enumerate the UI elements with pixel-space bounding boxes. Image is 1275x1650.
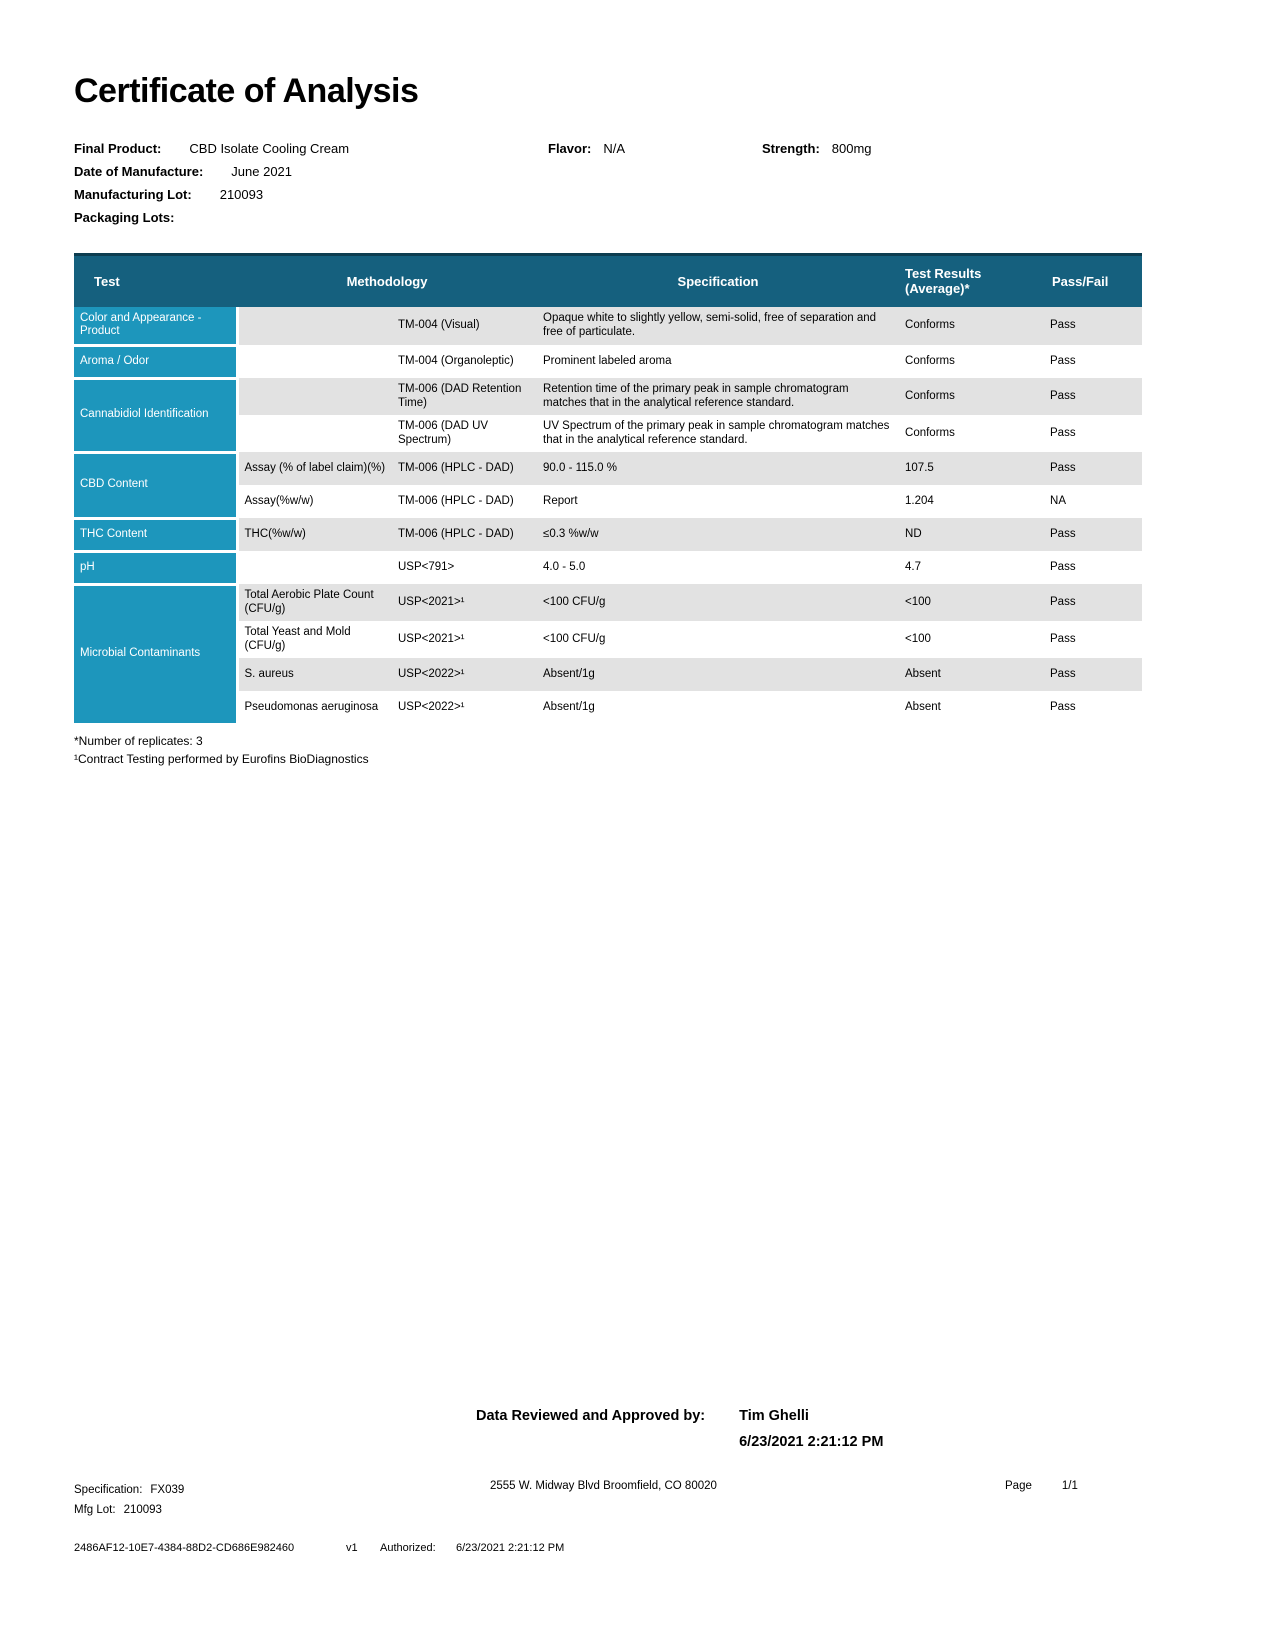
footer-page [1005, 1480, 1078, 1492]
manufacturing-lot-label: Manufacturing Lot: [74, 187, 192, 202]
result-cell: Absent [899, 691, 1044, 724]
passfail-cell: Pass [1044, 378, 1142, 415]
methodology-cell: USP<2021>¹ [392, 621, 537, 658]
table-row [74, 345, 1142, 378]
product-info-line-2 [74, 160, 1201, 183]
final-product-label: Final Product: [74, 141, 162, 156]
test-group-cell: pH [74, 551, 237, 584]
sub-test-cell [237, 345, 392, 378]
coa-content [0, 0, 1275, 768]
test-group-cell: THC Content [74, 518, 237, 551]
methodology-cell: USP<791> [392, 551, 537, 584]
authorized-datetime: 6/23/2021 2:21:12 PM [456, 1542, 565, 1554]
page-label: Page [1005, 1480, 1032, 1492]
passfail-cell: Pass [1044, 518, 1142, 551]
page-number: 1/1 [1061, 1480, 1078, 1492]
specification-cell: 4.0 - 5.0 [537, 551, 899, 584]
approval-label: Data Reviewed and Approved by: [476, 1408, 706, 1424]
approval-datetime: 6/23/2021 2:21:12 PM [739, 1434, 884, 1450]
passfail-cell: Pass [1044, 621, 1142, 658]
result-cell: Conforms [899, 345, 1044, 378]
footer-mfg-lot [74, 1500, 184, 1520]
table-row [74, 378, 1142, 415]
footer-specification [74, 1480, 184, 1500]
manufacturing-lot-value: 210093 [219, 187, 264, 202]
passfail-cell: Pass [1044, 551, 1142, 584]
specification-cell: ≤0.3 %w/w [537, 518, 899, 551]
table-row [74, 307, 1142, 346]
result-cell: Conforms [899, 307, 1044, 346]
specification-cell: Prominent labeled aroma [537, 345, 899, 378]
methodology-cell: USP<2022>¹ [392, 658, 537, 691]
methodology-cell: TM-006 (HPLC - DAD) [392, 452, 537, 485]
footnote-replicates: *Number of replicates: 3 [74, 733, 203, 748]
table-row [74, 452, 1142, 485]
sub-test-cell [237, 551, 392, 584]
specification-cell: Absent/1g [537, 691, 899, 724]
col-header-methodology: Methodology [237, 255, 537, 307]
sub-test-cell: Total Aerobic Plate Count (CFU/g) [237, 584, 392, 621]
product-info-line-1 [74, 137, 1201, 160]
specification-cell: Retention time of the primary peak in sample chromatogram matches that in the analytical reference standard. [537, 378, 899, 415]
result-cell: 107.5 [899, 452, 1044, 485]
footer-left [74, 1480, 184, 1520]
product-info-line-3 [74, 183, 1201, 206]
footer-mfg-lot-label: Mfg Lot: [74, 1504, 116, 1516]
specification-cell: Report [537, 485, 899, 518]
test-group-cell: Color and Appearance - Product [74, 307, 237, 346]
methodology-cell: TM-004 (Organoleptic) [392, 345, 537, 378]
footer-address: 2555 W. Midway Blvd Broomfield, CO 80020 [490, 1480, 717, 1492]
result-cell: <100 [899, 584, 1044, 621]
test-group-cell: Microbial Contaminants [74, 584, 237, 724]
specification-cell: Opaque white to slightly yellow, semi-solid, free of separation and free of particulate. [537, 307, 899, 346]
specification-cell: 90.0 - 115.0 % [537, 452, 899, 485]
footer-specification-label: Specification: [74, 1484, 143, 1496]
sub-test-cell [237, 307, 392, 346]
methodology-cell: TM-004 (Visual) [392, 307, 537, 346]
specification-cell: Absent/1g [537, 658, 899, 691]
sub-test-cell: THC(%w/w) [237, 518, 392, 551]
strength-value: 800mg [831, 141, 872, 156]
footer-mfg-lot-value: 210093 [123, 1504, 162, 1516]
footnotes [74, 732, 1201, 768]
product-info-line-4 [74, 206, 1201, 229]
date-of-manufacture-label: Date of Manufacture: [74, 164, 204, 179]
passfail-cell: NA [1044, 485, 1142, 518]
specification-cell: <100 CFU/g [537, 584, 899, 621]
flavor-pair [548, 137, 625, 160]
sub-test-cell: Assay(%w/w) [237, 485, 392, 518]
table-row [74, 518, 1142, 551]
strength-label: Strength: [762, 141, 820, 156]
test-group-cell: CBD Content [74, 452, 237, 518]
footnote-contract-testing: ¹Contract Testing performed by Eurofins BioDiagnostics [74, 751, 369, 766]
result-cell: Conforms [899, 378, 1044, 415]
sub-test-cell: Pseudomonas aeruginosa [237, 691, 392, 724]
passfail-cell: Pass [1044, 584, 1142, 621]
approval-block [476, 1408, 883, 1450]
table-header-row [74, 255, 1142, 307]
result-cell: ND [899, 518, 1044, 551]
methodology-cell: TM-006 (HPLC - DAD) [392, 518, 537, 551]
passfail-cell: Pass [1044, 452, 1142, 485]
authorized-label: Authorized: [380, 1542, 436, 1554]
result-cell: <100 [899, 621, 1044, 658]
col-header-test: Test [74, 255, 237, 307]
methodology-cell: TM-006 (DAD Retention Time) [392, 378, 537, 415]
results-table [74, 253, 1142, 726]
footer-specification-value: FX039 [150, 1484, 185, 1496]
col-header-passfail: Pass/Fail [1044, 255, 1142, 307]
document-id: 2486AF12-10E7-4384-88D2-CD686E982460 [74, 1542, 295, 1554]
strength-pair [762, 137, 872, 160]
col-header-specification: Specification [537, 255, 899, 307]
passfail-cell: Pass [1044, 415, 1142, 452]
date-of-manufacture-value: June 2021 [231, 164, 293, 179]
table-row [74, 551, 1142, 584]
methodology-cell: TM-006 (HPLC - DAD) [392, 485, 537, 518]
flavor-label: Flavor: [548, 141, 592, 156]
result-cell: 4.7 [899, 551, 1044, 584]
result-cell: Absent [899, 658, 1044, 691]
col-header-results: Test Results (Average)* [899, 255, 1044, 307]
sub-test-cell: Assay (% of label claim)(%) [237, 452, 392, 485]
result-cell: 1.204 [899, 485, 1044, 518]
methodology-cell: TM-006 (DAD UV Spectrum) [392, 415, 537, 452]
table-row [74, 584, 1142, 621]
packaging-lots-label: Packaging Lots: [74, 210, 175, 225]
result-cell: Conforms [899, 415, 1044, 452]
methodology-cell: USP<2022>¹ [392, 691, 537, 724]
specification-cell: <100 CFU/g [537, 621, 899, 658]
product-info [74, 137, 1201, 229]
sub-test-cell [237, 415, 392, 452]
passfail-cell: Pass [1044, 307, 1142, 346]
document-version: v1 [346, 1542, 358, 1554]
flavor-value: N/A [603, 141, 626, 156]
test-group-cell: Aroma / Odor [74, 345, 237, 378]
final-product-value: CBD Isolate Cooling Cream [189, 141, 350, 156]
document-id-row [0, 1542, 1275, 1558]
passfail-cell: Pass [1044, 658, 1142, 691]
approver-name: Tim Ghelli [739, 1408, 809, 1424]
sub-test-cell [237, 378, 392, 415]
passfail-cell: Pass [1044, 691, 1142, 724]
page-title: Certificate of Analysis [74, 72, 419, 110]
approval-signature [739, 1408, 883, 1450]
passfail-cell: Pass [1044, 345, 1142, 378]
sub-test-cell: Total Yeast and Mold (CFU/g) [237, 621, 392, 658]
test-group-cell: Cannabidiol Identification [74, 378, 237, 452]
specification-cell: UV Spectrum of the primary peak in sample chromatogram matches that in the analytical reference standard. [537, 415, 899, 452]
methodology-cell: USP<2021>¹ [392, 584, 537, 621]
sub-test-cell: S. aureus [237, 658, 392, 691]
